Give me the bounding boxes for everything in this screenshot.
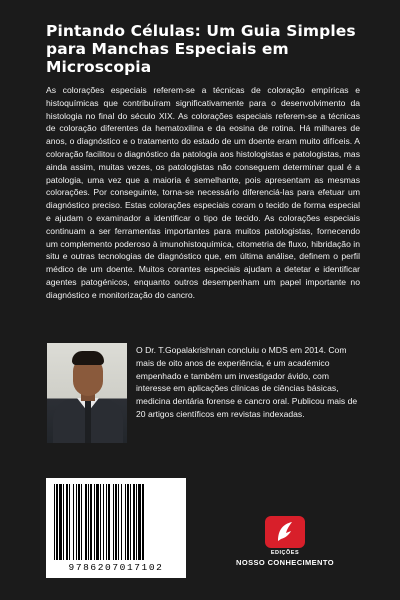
author-bio: O Dr. T.Gopalakrishnan concluiu o MDS em 2014. Com mais de oito anos de experiência, é um académico empenhado e também um investigador ávido, com interesse em aplicações clínicas de ciências básicas, medicina dentária forense e cancro oral. Publicou mais de 20 artigos científicos em revistas indexadas. [136,345,358,419]
book-title: Pintando Células: Um Guia Simples para Manchas Especiais em Microscopia [46,22,356,76]
author-photo [47,343,127,443]
isbn-barcode [46,478,186,578]
back-cover-blurb: As colorações especiais referem-se a técnicas de coloração empíricas e histoquímicas que contribuíram significativamente para o desenvolvimento da histologia no final do século XIX. As colorações especiais referem-se a técnicas de coloração diferentes da hematoxilina e da eosina de rotina. Há milhares de anos, o diagnóstico e o tratamento do estado de um doente eram muito difíceis. A coloração facilitou o diagnóstico da patologia aos histologistas e patologistas, mas ainda assim, muitas vezes, os patologistas não conseguem determinar qual é a patologia, uma vez que a maioria é semelhante, pois apresentam as mesmas colorações. Por conseguinte, torna-se necessário diferenciá-las para efetuar um diagnóstico preciso. Estas colorações especiais coram o tecido de forma especial e ajudam o examinador a identificar o tipo de tecido. As colorações especiais continuam a ser ferramentas importantes para muitos patologistas, fornecendo um complemento poderoso à imunohistoquímica, citometria de fluxo, hibridação in situ e outras tecnologias de diagnóstico que, em última análise, definem o perfil médico de um doente. Muitos corantes especiais ajudam a detetar e identificar agentes patogénicos, enquanto outros desempenham um papel importante no diagnóstico e monitorização do cancro. [46,85,360,300]
isbn-number: 9786207017102 [68,562,164,573]
publisher-name: NOSSO CONHECIMENTO [236,558,334,567]
publisher-logo-icon [265,516,305,548]
barcode-bars [54,484,178,560]
publisher-label: EDIÇÕES [270,550,300,556]
